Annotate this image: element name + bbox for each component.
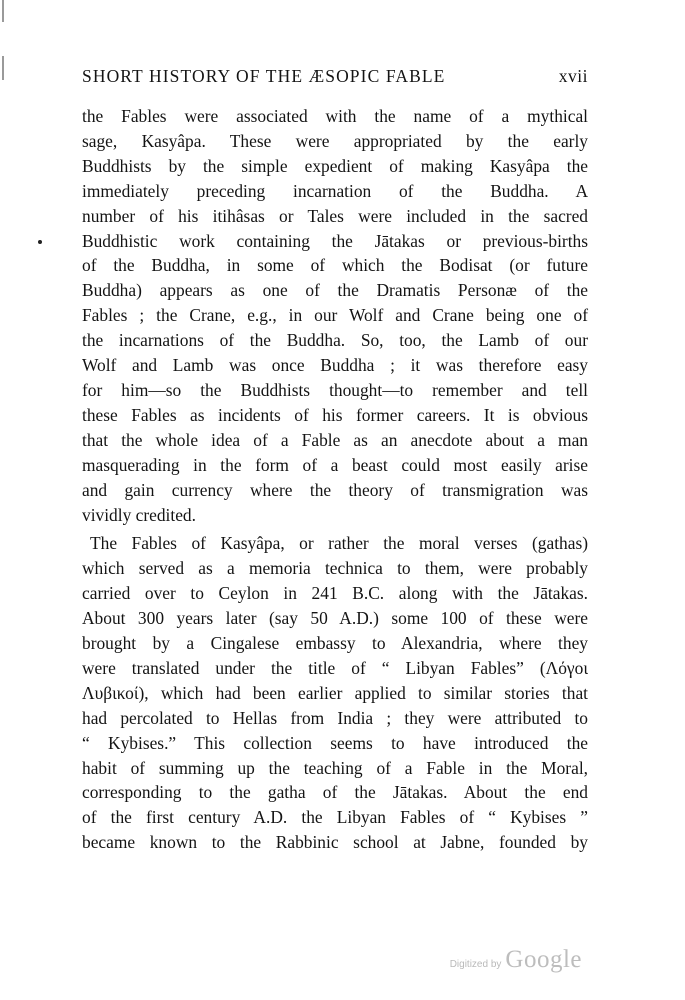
text-line: habit of summing up the teaching of a Fable in the Moral, xyxy=(82,757,588,778)
text-line: the Fables were associated with the name of a mythical xyxy=(82,106,588,126)
text-line: and gain currency where the theory of transmigration was xyxy=(82,479,588,500)
running-header xyxy=(82,66,588,87)
body-text xyxy=(82,104,588,855)
text-line: immediately preceding incarnation of the Buddha. A xyxy=(82,180,588,201)
text-line: were translated under the title of “ Libyan Fables” (Λόγοι xyxy=(82,657,588,678)
margin-dot xyxy=(38,240,42,244)
page-edge-mark-middle xyxy=(2,56,4,80)
text-line: masquerading in the form of a beast could most easily arise xyxy=(82,454,588,475)
running-title: SHORT HISTORY OF THE ÆSOPIC FABLE xyxy=(82,66,446,86)
text-line: Buddhistic work containing the Jātakas or previous-births xyxy=(82,230,588,251)
text-line: had percolated to Hellas from India ; they were attributed to xyxy=(82,707,588,728)
text-line: brought by a Cingalese embassy to Alexandria, where they xyxy=(82,633,588,654)
text-line: Wolf and Lamb was once Buddha ; it was therefore easy xyxy=(82,355,588,376)
text-line: carried over to Ceylon in 241 B.C. along with the Jātakas. xyxy=(82,583,588,604)
text-line: Λυβικοί), which had been earlier applied to similar stories that xyxy=(82,682,588,703)
text-line: About 300 years later (say 50 A.D.) some 100 of these were xyxy=(82,608,588,629)
text-line: became known to the Rabbinic school at Jabne, founded by xyxy=(82,832,588,853)
paragraph-1 xyxy=(82,104,588,527)
text-line: that the whole idea of a Fable as an anecdote about a man xyxy=(82,429,588,450)
text-line: Buddhists by the simple expedient of making Kasyâpa the xyxy=(82,155,588,176)
text-line: of the first century A.D. the Libyan Fables of “ Kybises ” xyxy=(82,807,588,828)
text-line: the incarnations of the Buddha. So, too, the Lamb of our xyxy=(82,330,588,351)
text-line: “ Kybises.” This collection seems to have introduced the xyxy=(82,732,588,753)
text-line: for him—so the Buddhists thought—to remember and tell xyxy=(82,379,588,400)
text-line: Fables ; the Crane, e.g., in our Wolf and Crane being one of xyxy=(82,305,588,326)
page-number: xvii xyxy=(558,66,588,86)
paragraph-2 xyxy=(82,531,588,855)
digitized-watermark xyxy=(450,946,582,974)
text-line: which served as a memoria technica to them, were probably xyxy=(82,558,588,579)
text-line: vividly credited. xyxy=(82,504,196,525)
google-logo: Google xyxy=(505,946,582,973)
page-edge-mark-top xyxy=(2,0,4,22)
text-line: corresponding to the gatha of the Jātakas. About the end xyxy=(82,782,588,803)
watermark-prefix: Digitized by xyxy=(449,959,502,970)
text-line: Buddha) appears as one of the Dramatis Personæ of the xyxy=(82,280,588,301)
text-line: of the Buddha, in some of which the Bodisat (or future xyxy=(82,255,588,276)
text-line: The Fables of Kasyâpa, or rather the moral verses (gathas) xyxy=(90,533,588,554)
text-line: number of his itihâsas or Tales were included in the sacred xyxy=(82,205,588,226)
text-line: these Fables as incidents of his former careers. It is obvious xyxy=(82,404,588,425)
text-line: sage, Kasyâpa. These were appropriated by the early xyxy=(82,130,588,151)
